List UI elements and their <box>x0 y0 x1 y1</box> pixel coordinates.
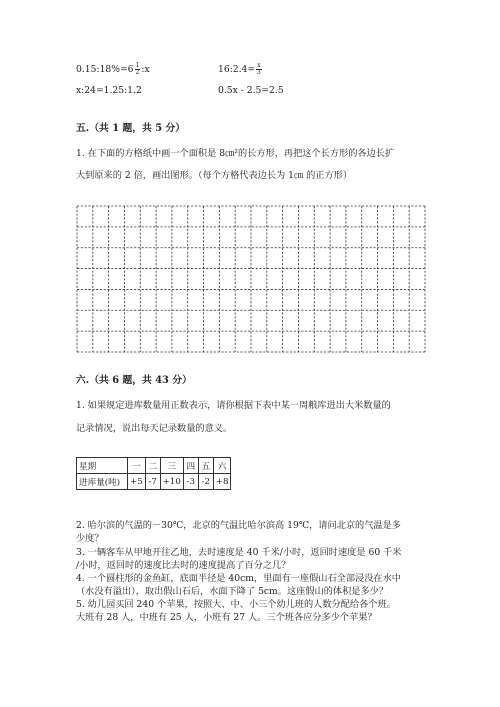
table-cell: -2 <box>198 474 213 490</box>
section-6-q3-line2: /小时，返回时的速度比去时的速度提高了百分之几？ <box>76 560 291 571</box>
section-6-q1-line2: 记录情况，说出每天记录数量的意义。 <box>76 423 233 434</box>
equation-2 <box>218 63 263 76</box>
equation-1 <box>76 63 150 76</box>
table-cell: 六 <box>213 458 231 474</box>
section-6-q2-line2: 少度？ <box>76 533 104 544</box>
equation-2-left: 16:2.4= <box>218 64 256 75</box>
fraction-x-over-3 <box>256 63 261 76</box>
fraction-numerator: 1 <box>135 62 140 69</box>
table-row <box>77 474 231 490</box>
table-cell: +10 <box>160 474 183 490</box>
table-cell: -7 <box>145 474 160 490</box>
table-cell: +5 <box>128 474 146 490</box>
equation-1-left: 0.15:18%=6 <box>76 64 134 75</box>
table-cell: 五 <box>198 458 213 474</box>
table-row <box>77 458 231 474</box>
section-5-q1-line2: 大到原来的 2 倍，画出图形。（每个方格代表边长为 1㎝ 的正方形） <box>76 170 353 181</box>
section-6-q3-line1: 3. 一辆客车从甲地开往乙地，去时速度是 40 千米/小时，返回时速度是 60 千米 <box>76 547 402 558</box>
table-cell: 二 <box>145 458 160 474</box>
section-6-q4-line2: （水没有溢出），取出假山石后，水面下降了 5cm。这座假山的体积是多少？ <box>76 586 389 597</box>
equation-4: 0.5x - 2.5=2.5 <box>218 85 284 96</box>
table-cell: 三 <box>160 458 183 474</box>
grain-record-table <box>76 457 231 490</box>
section-6-q2-line1: 2. 哈尔滨的气温的－30℃，北京的气温比哈尔滨高 19℃，请问北京的气温是多 <box>76 520 401 531</box>
square-grid-paper[interactable] <box>76 205 426 353</box>
section-6-q5-line2: 大班有 28 人，中班有 25 人，小班有 27 人。三个班各应分多少个苹果？ <box>76 612 377 623</box>
equation-1-right: :x <box>141 64 150 75</box>
section-6-title: 六.（共 6 题，共 43 分） <box>76 375 192 386</box>
section-6-q5-line1: 5. 幼儿园买回 240 个苹果，按照大、中、小三个幼儿班的人数分配给各个班。 <box>76 599 396 610</box>
section-5-q1-line1: 1. 在下面的方格纸中画一个面积是 8㎝²的长方形，再把这个长方形的各边长扩 <box>76 148 395 159</box>
fraction-numerator: x <box>257 62 261 69</box>
fraction-denominator: 3 <box>256 69 261 76</box>
table-header-weekday: 星期 <box>77 458 128 474</box>
fraction-denominator: 2 <box>135 69 140 76</box>
table-cell: 四 <box>183 458 198 474</box>
section-5-title: 五.（共 1 题，共 5 分） <box>76 123 186 134</box>
fraction-half <box>135 63 141 76</box>
section-6-q1-line1: 1. 如果规定进库数量用正数表示，请你根据下表中某一周粮库进出大米数量的 <box>76 400 391 411</box>
table-header-amount: 进库量(吨) <box>77 474 128 490</box>
table-cell: +8 <box>213 474 231 490</box>
table-cell: 一 <box>128 458 146 474</box>
section-6-q4-line1: 4. 一个圆柱形的金鱼缸，底面半径是 40cm，里面有一座假山石全部浸没在水中 <box>76 573 401 584</box>
equation-3: x:24=1.25:1.2 <box>76 85 142 96</box>
table-cell: -3 <box>183 474 198 490</box>
